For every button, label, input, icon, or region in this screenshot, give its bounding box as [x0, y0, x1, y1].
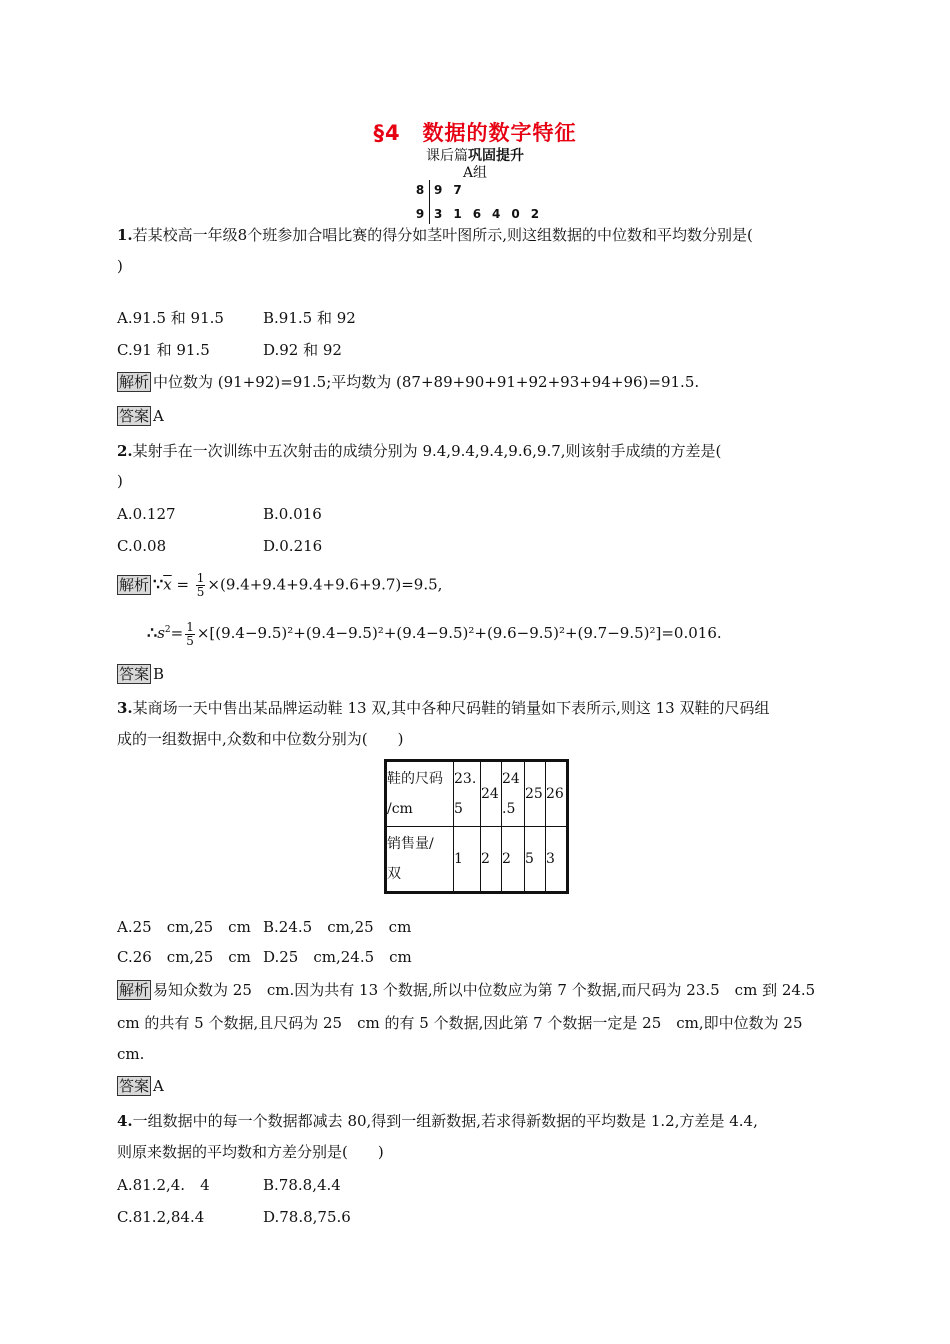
q4-text — [117, 1111, 758, 1131]
q4-option-c: C.81.2,84.4 — [117, 1208, 205, 1226]
therefore-symbol: ∴ — [147, 623, 158, 642]
q3-text-line1: 某商场一天中售出某品牌运动鞋 13 双,其中各种尺码鞋的销量如下表所示,则这 13 双鞋的尺码组 — [132, 699, 770, 717]
q1-text — [117, 225, 753, 245]
q1-analysis — [117, 372, 699, 392]
table-cell: 2 — [502, 827, 525, 893]
variance-symbol: s — [157, 624, 165, 642]
cell-text: 5 — [454, 801, 463, 817]
table-cell — [502, 761, 525, 827]
q2-analysis-line2 — [147, 620, 722, 648]
answer-tag: 答案 — [119, 407, 150, 425]
q1-analysis-text: 中位数为 (91+92)=91.5;平均数为 (87+89+90+91+92+93+94+96)=91.5. — [153, 373, 700, 391]
table-row — [386, 761, 568, 827]
leaves: 97 — [434, 183, 473, 197]
subtitle-bold: 巩固提升 — [468, 148, 524, 164]
fraction — [185, 621, 195, 648]
analysis-tag: 解析 — [119, 373, 150, 391]
table-cell — [546, 761, 568, 827]
mean-symbol: $\overline{x}$ — [163, 575, 172, 594]
fraction-numerator: 1 — [196, 571, 205, 585]
q1-option-a: A.91.5 和 91.5 — [117, 309, 224, 327]
q2-text-line2: ) — [117, 472, 123, 490]
fraction-numerator: 1 — [186, 619, 194, 634]
cell-text: .5 — [502, 801, 516, 817]
subtitle-prefix: 课后篇 — [426, 148, 468, 164]
stem-leaf-row — [412, 202, 550, 226]
q3-option-d: D.25 cm,24.5 cm — [263, 948, 412, 966]
fraction-denominator: 5 — [186, 633, 194, 648]
equals-sign: = — [171, 575, 194, 594]
q1-option-b: B.91.5 和 92 — [263, 309, 356, 327]
table-cell — [525, 761, 546, 827]
q3-option-b: B.24.5 cm,25 cm — [263, 918, 412, 936]
table-cell — [481, 761, 502, 827]
analysis-tag: 解析 — [119, 575, 150, 594]
q2-answer-value: B — [153, 665, 165, 683]
q2-analysis-line1 — [117, 572, 442, 599]
q1-answer — [117, 406, 164, 426]
q1-number: 1. — [117, 226, 133, 244]
table-cell: 3 — [546, 827, 568, 893]
stem-leaf-plot — [412, 178, 550, 226]
header-text: /cm — [387, 801, 413, 817]
q3-answer — [117, 1076, 164, 1096]
table-cell: 5 — [525, 827, 546, 893]
cell-text: 25 — [525, 786, 543, 802]
equals-sign: = — [170, 624, 184, 642]
q3-option-a: A.25 cm,25 cm — [117, 918, 251, 936]
q4-option-b: B.78.8,4.4 — [263, 1176, 341, 1194]
q4-number: 4. — [117, 1112, 133, 1130]
answer-tag: 答案 — [119, 665, 150, 683]
q3-analysis-line1 — [117, 980, 815, 1000]
q1-answer-value: A — [153, 407, 164, 425]
q3-analysis-line3: cm. — [117, 1045, 145, 1063]
q2-analysis-line1-rest: ×(9.4+9.4+9.4+9.6+9.7)=9.5, — [207, 575, 443, 594]
cell-text: 24 — [502, 771, 520, 787]
table-header-cell — [386, 827, 454, 893]
leaves: 316402 — [434, 207, 551, 221]
because-symbol: ∵ — [153, 574, 164, 594]
q3-analysis-line2: cm 的共有 5 个数据,且尺码为 25 cm 的有 5 个数据,因此第 7 个数据一定是 25 cm,即中位数为 25 — [117, 1014, 803, 1032]
q4-text-line2: 则原来数据的平均数和方差分别是( ) — [117, 1143, 384, 1161]
table-cell: 1 — [454, 827, 481, 893]
header-text: 销售量/ — [387, 836, 434, 852]
q3-text-line2: 成的一组数据中,众数和中位数分别为( ) — [117, 730, 404, 748]
answer-tag: 答案 — [119, 1077, 150, 1095]
stem-leaf-row — [412, 178, 550, 202]
q2-option-a: A.0.127 — [117, 505, 176, 523]
q4-text-line1: 一组数据中的每一个数据都减去 80,得到一组新数据,若求得新数据的平均数是 1.2,方差是 4.4, — [132, 1112, 758, 1130]
q1-text-line1: 若某校高一年级8个班参加合唱比赛的得分如茎叶图所示,则这组数据的中位数和平均数分别是( — [132, 226, 753, 244]
q2-text-line1: 某射手在一次训练中五次射击的成绩分别为 9.4,9.4,9.4,9.6,9.7,则该射手成绩的方差是( — [132, 442, 722, 460]
fraction — [196, 572, 206, 599]
q2-option-c: C.0.08 — [117, 537, 167, 555]
table-cell: 2 — [481, 827, 502, 893]
q3-analysis-text: 易知众数为 25 cm.因为共有 13 个数据,所以中位数应为第 7 个数据,而尺码为 23.5 cm 到 24.5 — [153, 981, 816, 999]
q2-text — [117, 441, 721, 461]
q2-answer — [117, 664, 164, 684]
variance-exponent: 2 — [164, 625, 171, 635]
q2-analysis-line2-rest: ×[(9.4−9.5)²+(9.4−9.5)²+(9.4−9.5)²+(9.6−9.5)²+(9.7−9.5)²]=0.016. — [196, 624, 722, 642]
stem: 9 — [415, 207, 425, 221]
q1-option-d: D.92 和 92 — [263, 341, 342, 359]
table-cell — [454, 761, 481, 827]
fraction-denominator: 5 — [196, 585, 205, 599]
table-header-cell — [386, 761, 454, 827]
group-label: A组 — [462, 165, 488, 181]
q3-option-c: C.26 cm,25 cm — [117, 948, 251, 966]
shoe-size-table — [384, 759, 569, 894]
cell-text: 24 — [481, 786, 499, 802]
cell-text: 26 — [546, 786, 564, 802]
table-row — [386, 827, 568, 893]
q3-answer-value: A — [153, 1077, 164, 1095]
q2-number: 2. — [117, 442, 133, 460]
stem-leaf-divider — [429, 180, 430, 224]
stem: 8 — [415, 183, 425, 197]
q1-option-c: C.91 和 91.5 — [117, 341, 210, 359]
q2-option-b: B.0.016 — [263, 505, 322, 523]
header-text: 鞋的尺码 — [387, 771, 443, 787]
analysis-tag: 解析 — [119, 981, 150, 999]
cell-text: 23. — [454, 771, 477, 787]
q4-option-a: A.81.2,4. 4 — [117, 1176, 210, 1194]
page-title: §4 数据的数字特征 — [373, 121, 577, 145]
q4-option-d: D.78.8,75.6 — [263, 1208, 351, 1226]
q3-number: 3. — [117, 699, 133, 717]
q3-text — [117, 698, 769, 718]
q2-option-d: D.0.216 — [263, 537, 323, 555]
header-text: 双 — [387, 866, 401, 882]
q1-text-line2: ) — [117, 257, 123, 275]
